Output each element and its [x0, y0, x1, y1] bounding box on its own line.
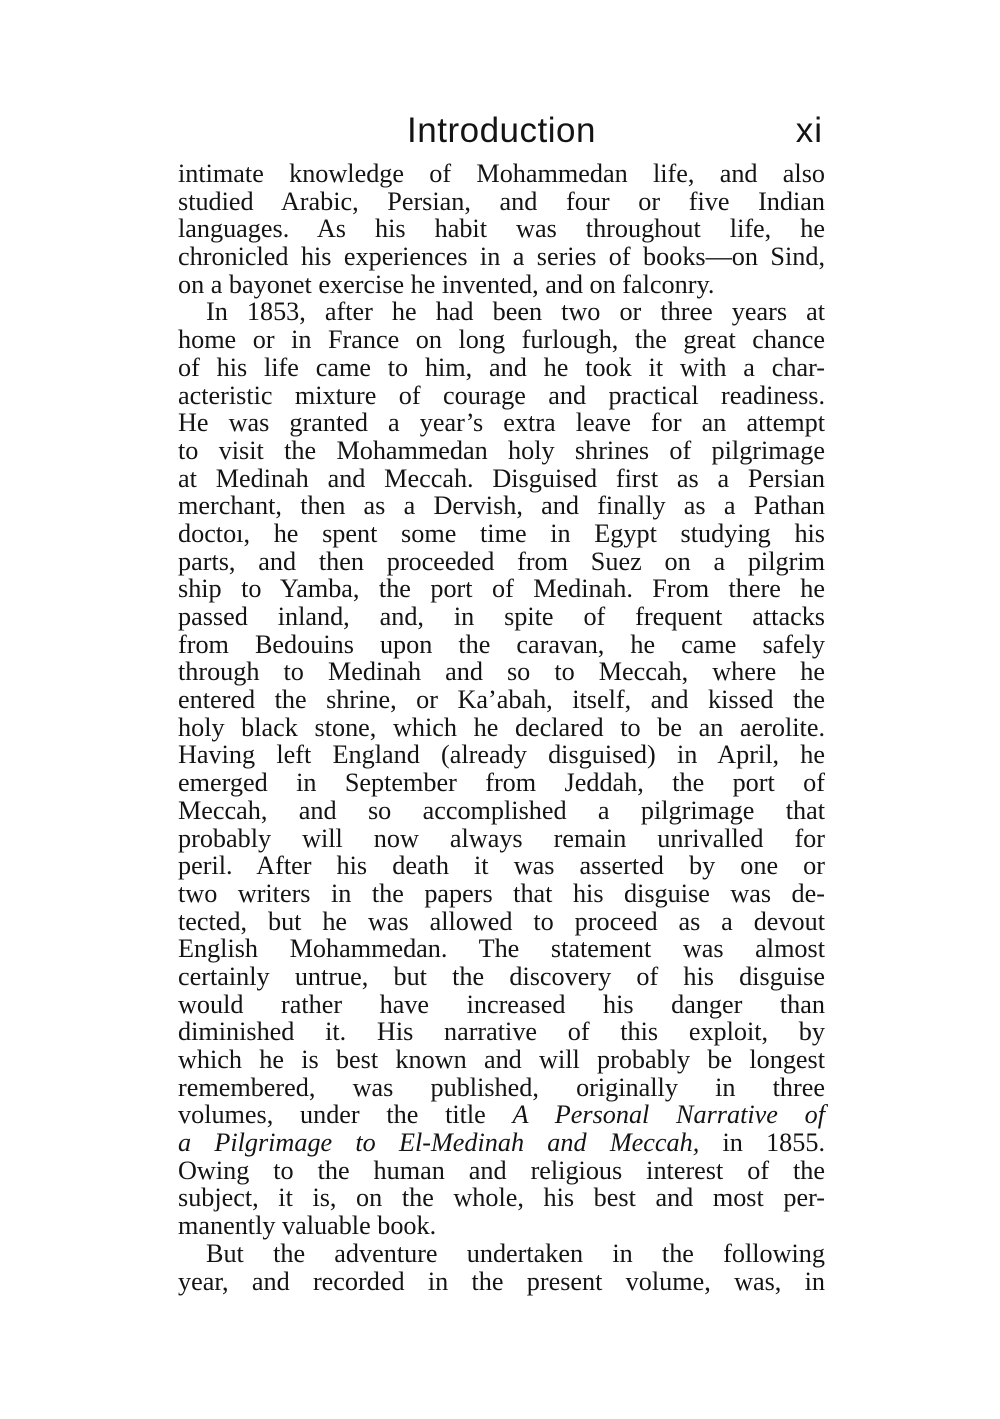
text-line: ship to Yamba, the port of Medinah. From there he: [178, 574, 825, 604]
running-title: Introduction: [407, 111, 596, 150]
text-segment: volumes, under the title: [178, 1100, 513, 1130]
book-title-segment: A Personal Narrative of: [512, 1100, 825, 1130]
text-line: Meccah, and so accomplished a pilgrimage that: [178, 795, 825, 825]
text-line: to visit the Mohammedan holy shrines of pilgrimage: [178, 435, 825, 465]
text-line: which he is best known and will probably be longest: [178, 1045, 825, 1074]
text-line: studied Arabic, Persian, and four or five Indian: [178, 186, 825, 216]
text-line: probably will now always remain unrivalled for: [178, 823, 825, 853]
book-page: [178, 108, 825, 1295]
text-line: tected, but he was allowed to proceed as a devout: [178, 906, 825, 936]
page-number: xi: [795, 111, 823, 150]
text-line: of his life came to him, and he took it with a char-: [178, 352, 825, 382]
text-line: merchant, then as a Dervish, and finally as a Pathan: [178, 491, 825, 521]
text-line: emerged in September from Jeddah, the port of: [178, 768, 825, 798]
text-line: doctoı, he spent some time in Egypt studying his: [178, 518, 825, 548]
text-line: parts, and then proceeded from Suez on a pilgrim: [178, 546, 825, 576]
running-head: [178, 108, 825, 160]
text-line: two writers in the papers that his disguise was de-: [178, 878, 825, 908]
text-line: through to Medinah and so to Meccah, where he: [178, 657, 825, 687]
text-line: passed inland, and, in spite of frequent attacks: [178, 602, 825, 631]
text-segment: in 1855.: [699, 1128, 826, 1158]
text-line: In 1853, after he had been two or three years at: [206, 297, 825, 327]
text-line: from Bedouins upon the caravan, he came safely: [178, 629, 825, 659]
text-line: But the adventure undertaken in the following: [206, 1238, 825, 1268]
text-line: manently valuable book.: [178, 1211, 437, 1241]
text-line: home or in France on long furlough, the great chance: [178, 325, 825, 355]
paragraph-2: [178, 298, 825, 1239]
text-line: at Medinah and Meccah. Disguised first as a Persian: [178, 463, 825, 493]
text-line: languages. As his habit was throughout life, he: [178, 214, 825, 244]
text-line: year, and recorded in the present volume, was, in: [178, 1266, 825, 1296]
text-line: remembered, was published, originally in three: [178, 1072, 825, 1102]
text-line-with-title: [178, 1101, 825, 1129]
text-line: subject, it is, on the whole, his best and most per-: [178, 1183, 825, 1213]
text-line: on a bayonet exercise he invented, and on falconry.: [178, 269, 715, 299]
text-line: intimate knowledge of Mohammedan life, and also: [178, 159, 825, 188]
paragraph-1: [178, 160, 825, 298]
paragraph-3: [178, 1240, 825, 1295]
text-line: chronicled his experiences in a series of books—on Sind,: [178, 242, 825, 272]
text-line: would rather have increased his danger than: [178, 989, 825, 1019]
text-line: Having left England (already disguised) in April, he: [178, 740, 825, 770]
text-line: peril. After his death it was asserted by one or: [178, 851, 825, 881]
book-title-segment: a Pilgrimage to El-Medinah and Meccah,: [178, 1128, 700, 1158]
text-line: Owing to the human and religious interest of the: [178, 1155, 825, 1185]
body-text: [178, 160, 825, 1295]
text-line: holy black stone, which he declared to be an aerolite.: [178, 712, 825, 742]
text-line: entered the shrine, or Ka’abah, itself, and kissed the: [178, 685, 825, 715]
text-line: certainly untrue, but the discovery of his disguise: [178, 961, 825, 991]
text-line: He was granted a year’s extra leave for an attempt: [178, 408, 825, 438]
text-line: English Mohammedan. The statement was almost: [178, 934, 825, 964]
text-line: diminished it. His narrative of this exploit, by: [178, 1017, 825, 1047]
text-line-with-title: [178, 1129, 825, 1157]
text-line: acteristic mixture of courage and practical readiness.: [178, 380, 825, 410]
